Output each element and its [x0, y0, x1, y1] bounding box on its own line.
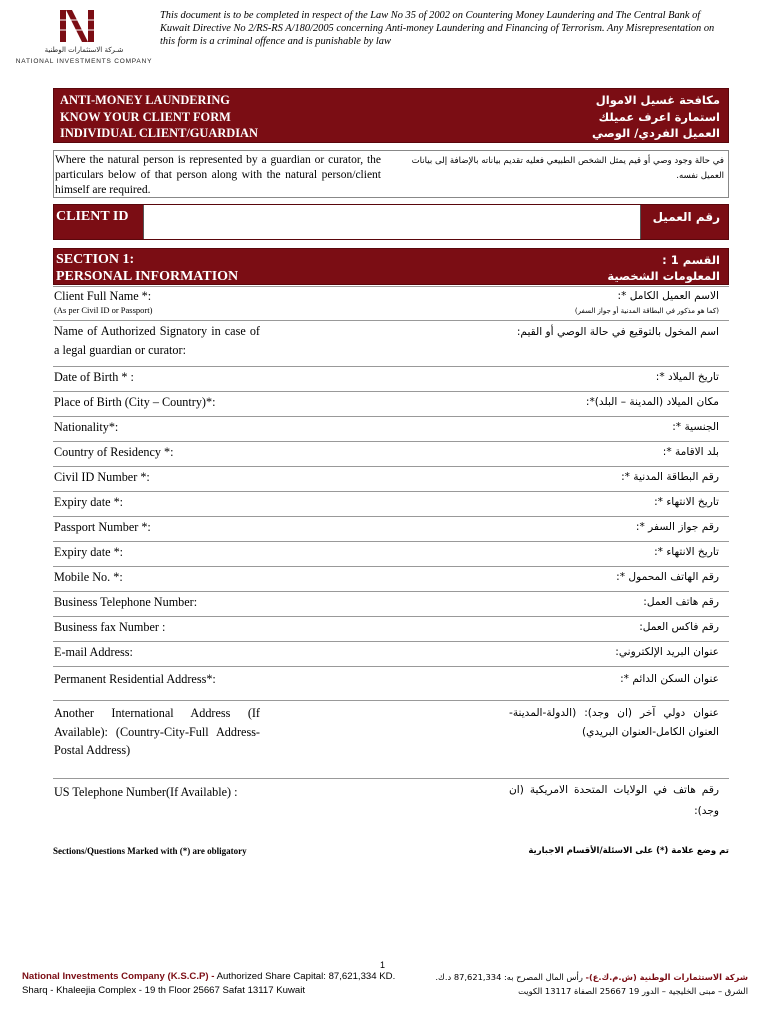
field-label-arabic: رقم جواز السفر *: [635, 521, 719, 533]
field-label-arabic: عنوان دولي آخر (ان وجد): (الدولة-المدينة-العنوان الكامل-العنوان البريدي) [509, 707, 719, 738]
footer-address: Sharq - Khaleejia Complex - 19 th Floor 25667 Safat 13117 Kuwait [22, 985, 306, 996]
field-row-passport-expiry[interactable] [53, 541, 729, 566]
obligatory-note-arabic: تم وضع علامة (*) على الاسئلة/الأقسام الاجبارية [528, 846, 729, 856]
field-label-english: Permanent Residential Address*: [54, 672, 216, 686]
field-label-arabic: رقم هاتف العمل: [643, 596, 719, 608]
field-row-country-of-residency[interactable] [53, 441, 729, 466]
field-row-nationality[interactable] [53, 416, 729, 441]
field-label-english: Passport Number *: [54, 520, 151, 534]
title-line: العميل الفردي/ الوصي [592, 126, 720, 140]
field-row-email[interactable] [53, 641, 729, 666]
guardian-instructions [53, 150, 729, 198]
field-row-us-telephone[interactable] [53, 778, 729, 833]
field-row-authorized-signatory[interactable] [53, 320, 729, 365]
field-label-english: US Telephone Number(If Available) : [54, 785, 238, 799]
logo-arabic-name: شـركة الاستثمارات الوطنية [44, 46, 124, 54]
section-line: المعلومات الشخصية [607, 269, 720, 283]
title-line: مكافحة غسيل الاموال [595, 93, 720, 107]
title-line: KNOW YOUR CLIENT FORM [60, 109, 231, 124]
field-label-english: Date of Birth * : [54, 370, 134, 384]
form-title-english [60, 92, 258, 142]
instructions-english: Where the natural person is represented by a guardian or curator, the particulars below of that person along with the natural person/client himself are required. [55, 154, 381, 196]
field-row-full-name[interactable] [53, 286, 729, 320]
field-label-english: Place of Birth (City – Country)*: [54, 395, 216, 409]
form-title-arabic [592, 92, 720, 142]
legal-notice: This document is to be completed in respect of the Law No 35 of 2002 on Countering Money Laundering and The Central Bank of Kuwait Directive No 2/RS-RS A/180/2005 concerning Anti-money Laundering and Financing of Terrorism. Any Misrepresentation on this form is a criminal offence and is punishable by law [160, 10, 715, 47]
client-id-bar [53, 204, 729, 240]
section-line: PERSONAL INFORMATION [56, 269, 239, 284]
field-label-english: Another International Address (If Available): (Country-City-Full Address-Postal Address) [54, 706, 260, 757]
field-label-english: Country of Residency *: [54, 445, 174, 459]
footer-address-arabic: الشرق – مبنى الخليجية – الدور 19 25667 الصفاة 13117 الكويت [518, 986, 748, 996]
field-row-business-telephone[interactable] [53, 591, 729, 616]
section-line: SECTION 1: [56, 252, 135, 267]
footer-line-1 [22, 970, 395, 984]
field-row-mobile[interactable] [53, 566, 729, 591]
field-label-arabic: الاسم العميل الكامل *: [617, 290, 719, 302]
field-label-english: Expiry date *: [54, 495, 124, 509]
company-logo [14, 6, 154, 70]
field-row-international-address[interactable] [53, 700, 729, 778]
field-label-english: Business fax Number : [54, 620, 166, 634]
client-id-field[interactable] [143, 205, 641, 239]
section-1-header [53, 248, 729, 285]
client-id-label-english: CLIENT ID [56, 209, 129, 224]
field-row-civil-id-expiry[interactable] [53, 491, 729, 516]
section-title-arabic [607, 252, 720, 284]
field-row-date-of-birth[interactable] [53, 366, 729, 391]
field-label-arabic: تاريخ الانتهاء *: [654, 546, 719, 558]
obligatory-note-english: Sections/Questions Marked with (*) are obligatory [53, 846, 247, 856]
field-label-arabic: عنوان السكن الدائم *: [620, 673, 719, 685]
field-row-place-of-birth[interactable] [53, 391, 729, 416]
page-number: 1 [380, 960, 386, 970]
footer-company-name: National Investments Company (K.S.C.P) - [22, 971, 215, 982]
field-label-english: Civil ID Number *: [54, 470, 150, 484]
field-label-arabic: عنوان البريد الإلكتروني: [615, 646, 719, 658]
field-label-english: Name of Authorized Signatory in case of a legal guardian or curator: [54, 324, 260, 357]
field-label-english: Business Telephone Number: [54, 595, 198, 609]
instructions-arabic: في حالة وجود وصي أو قيم يمثل الشخص الطبيعي فعليه تقديم بياناته بالإضافة إلى بيانات العميل نفسه. [411, 156, 724, 181]
nic-logo-icon [58, 6, 98, 46]
footer-capital-arabic: رأس المال المصرح به: 87,621,334 د.ك. [435, 972, 586, 982]
field-row-business-fax[interactable] [53, 616, 729, 641]
field-label-english: Client Full Name *: [54, 289, 152, 303]
field-hint-arabic: (كما هو مذكور في البطاقة المدنية أو جواز السفر) [574, 307, 719, 315]
field-label-arabic: رقم هاتف في الولايات المتحدة الامريكية (ان وجد): [509, 784, 719, 817]
title-line: استمارة اعرف عميلك [598, 109, 720, 124]
field-label-arabic: بلد الاقامة *: [662, 446, 719, 458]
footer-capital: Authorized Share Capital: 87,621,334 KD. [214, 971, 396, 982]
footer-company-name-arabic: شركة الاستثمارات الوطنية (ش.م.ك.ع)- [585, 972, 748, 982]
field-label-arabic: رقم الهاتف المحمول *: [616, 571, 719, 583]
field-row-permanent-address[interactable] [53, 666, 729, 700]
field-label-english: Nationality*: [54, 420, 119, 434]
section-line: القسم 1 : [662, 253, 720, 267]
field-label-english: Mobile No. *: [54, 570, 123, 584]
field-row-civil-id[interactable] [53, 466, 729, 491]
field-hint-english: (As per Civil ID or Passport) [54, 305, 153, 315]
field-label-arabic: الجنسية *: [672, 421, 719, 433]
field-label-arabic: رقم البطاقة المدنية *: [621, 471, 719, 483]
field-label-arabic: مكان الميلاد (المدينة – البلد)*: [585, 396, 719, 408]
footer-arabic [435, 970, 748, 998]
client-id-label-arabic: رقم العميل [652, 210, 720, 224]
field-label-arabic: اسم المخول بالتوقيع في حالة الوصي أو القيم: [516, 326, 719, 338]
footer-line-1 [435, 970, 748, 984]
section-title-english [56, 251, 238, 285]
form-title-bar [53, 88, 729, 143]
title-line: ANTI-MONEY LAUNDERING [60, 93, 230, 107]
footer-english [22, 970, 395, 998]
field-label-arabic: رقم فاكس العمل: [639, 621, 719, 633]
field-label-english: Expiry date *: [54, 545, 124, 559]
field-label-arabic: تاريخ الميلاد *: [655, 371, 719, 383]
field-row-passport-number[interactable] [53, 516, 729, 541]
field-label-arabic: تاريخ الانتهاء *: [654, 496, 719, 508]
logo-english-name: NATIONAL INVESTMENTS COMPANY [15, 58, 153, 65]
field-label-english: E-mail Address: [54, 645, 133, 659]
title-line: INDIVIDUAL CLIENT/GUARDIAN [60, 126, 258, 140]
